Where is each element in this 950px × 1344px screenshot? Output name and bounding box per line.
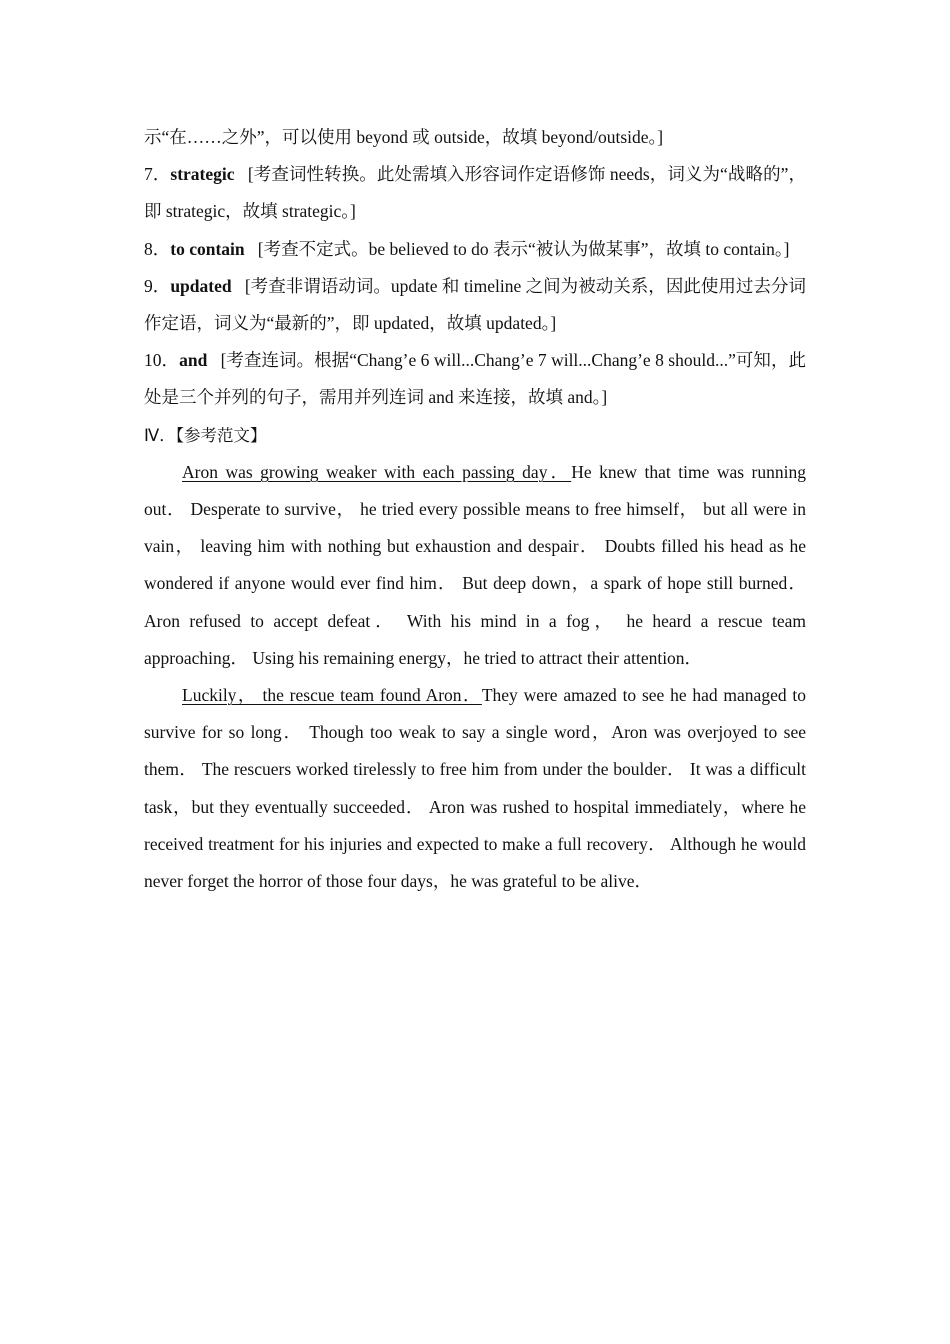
answer-10 xyxy=(144,342,806,416)
answer-8-word: to contain xyxy=(170,238,245,259)
answer-7-explanation: [考查词性转换。此处需填入形容词作定语修饰 needs，词义为“战略的”，即 strategic，故填 strategic。] xyxy=(144,164,806,222)
answer-6-explanation-tail: 示“在……之外”，可以使用 beyond 或 outside，故填 beyond/outside。] xyxy=(144,127,664,147)
section-heading xyxy=(144,417,806,454)
answer-9-number: 9． xyxy=(144,275,171,296)
essay-paragraph-1-body: He knew that time was running out． Desperate to survive， he tried every possible means to free himself， but all were in vain， leaving him with nothing but exhaustion and despair． Doubts filled his head as he wondered if anyone would ever find him． But deep down，a spark of hope still burned． Aron refused to accept defeat． With his mind in a fog， he heard a rescue team approaching． Using his remaining energy，he tried to attract their attention． xyxy=(144,461,806,668)
answer-key-page xyxy=(144,119,806,900)
answer-10-number: 10． xyxy=(144,350,180,371)
section-title: 【参考范文】 xyxy=(175,425,267,445)
answer-10-explanation: [考查连词。根据“Chang’e 6 will...Chang’e 7 will...Chang’e 8 should...”可知，此处是三个并列的句子，需用并列连词 and 来连接，故填 and。] xyxy=(144,350,807,408)
answer-8-explanation: [考查不定式。be believed to do 表示“被认为做某事”，故填 to contain。] xyxy=(257,238,790,259)
essay-paragraph-1 xyxy=(144,454,806,677)
answer-6-continuation xyxy=(144,119,806,156)
answer-8-number: 8． xyxy=(144,238,171,259)
answer-10-word: and xyxy=(179,350,208,371)
answer-7 xyxy=(144,156,806,230)
answer-9-word: updated xyxy=(170,275,232,296)
answer-8 xyxy=(144,231,806,268)
essay-paragraph-2-body: They were amazed to see he had managed to survive for so long． Though too weak to say a single word，Aron was overjoyed to see them． The rescuers worked tirelessly to free him from under the boulder． It was a difficult task，but they eventually succeeded． Aron was rushed to hospital immediately，where he received treatment for his injuries and expected to make a full recovery． Although he would never forget the horror of those four days，he was grateful to be alive． xyxy=(144,685,806,892)
essay-paragraph-1-lead-sentence: Aron was growing weaker with each passing day． xyxy=(182,461,572,482)
answer-7-word: strategic xyxy=(170,164,235,185)
answer-9 xyxy=(144,268,806,342)
essay-paragraph-2 xyxy=(144,677,806,900)
essay-paragraph-2-lead-sentence: Luckily， the rescue team found Aron． xyxy=(182,685,482,706)
section-number: Ⅳ． xyxy=(144,425,176,445)
answer-9-explanation: [考查非谓语动词。update 和 timeline 之间为被动关系，因此使用过去分词作定语，词义为“最新的”，即 updated，故填 updated。] xyxy=(144,275,807,334)
answer-7-number: 7． xyxy=(144,164,171,185)
